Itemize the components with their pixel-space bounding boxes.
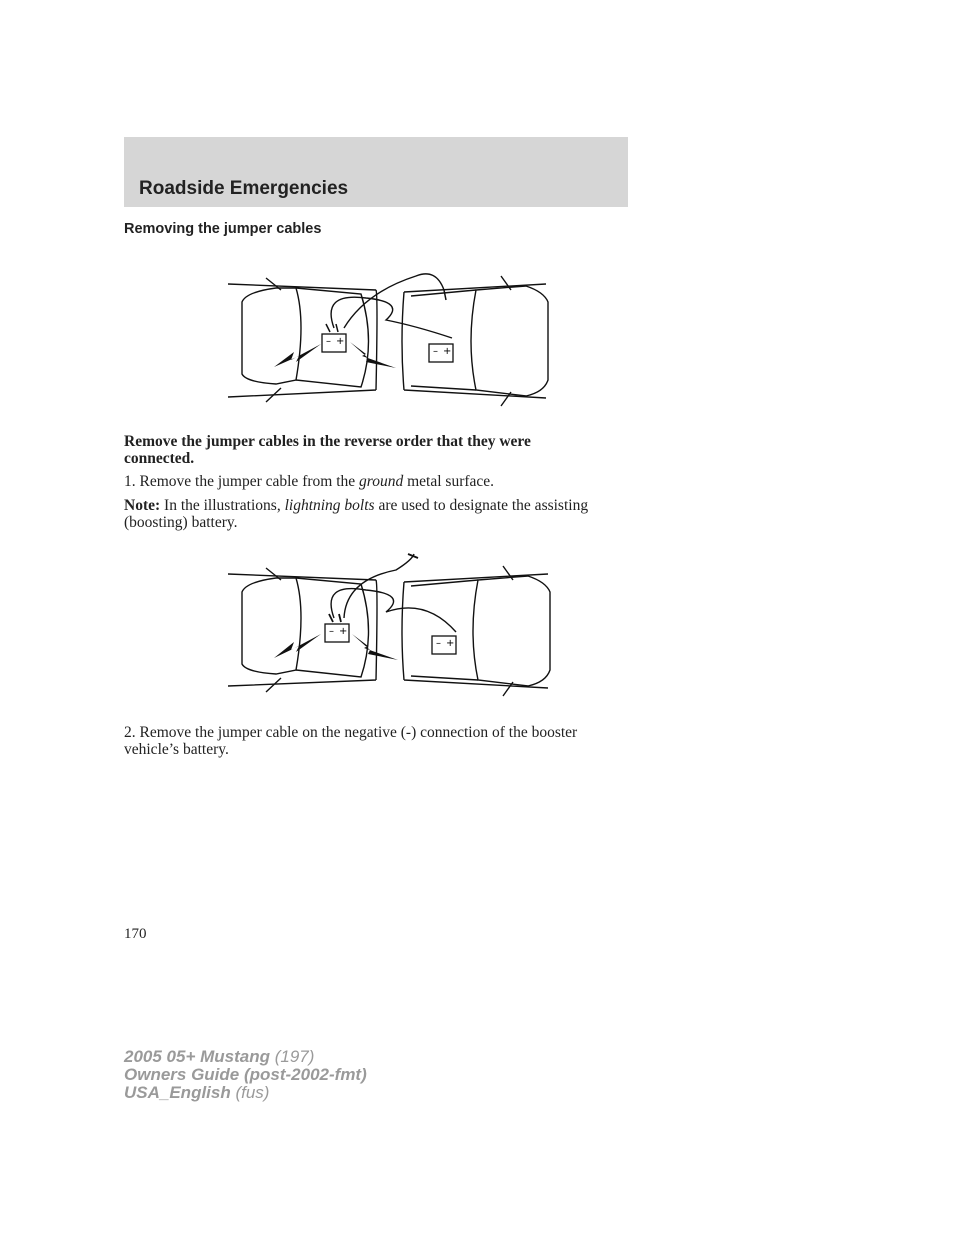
note-emphasis: lightning bolts [284,497,375,514]
subheading: Removing the jumper cables [124,221,322,237]
left-car-roof [242,288,301,384]
lightning-bolt-icon [274,634,321,658]
footer-line-2 [124,1066,367,1084]
warning-text: Remove the jumper cables in the reverse order that they were connected. [124,433,531,467]
footer-model-code: (197) [270,1047,315,1066]
lightning-bolt-icon [352,634,398,660]
battery-plus-label: + [446,638,455,649]
cable-clamp-icon [326,324,338,332]
cable-clamp-icon [329,614,341,622]
cable-clamp-icon [408,554,418,558]
battery-plus-label: + [336,336,345,347]
footer-guide: Owners Guide (post-2002-fmt) [124,1065,367,1084]
note-prefix: In the illustrations, [160,497,285,514]
jumper-cables-illustration-2 [226,550,554,708]
footer-line-3 [124,1084,367,1102]
document-footer [124,1048,367,1102]
cable-clamp-icon [444,290,446,300]
step-2-text: 2. Remove the jumper cable on the negative (-) connection of the booster vehicle’s battery. [124,724,578,758]
battery-minus-label: – [329,626,334,637]
right-car-roof [473,576,550,686]
jumper-cable-negative [331,297,452,338]
step-1-prefix: 1. Remove the jumper cable from the [124,473,360,490]
footer-line-1 [124,1048,367,1066]
footer-language-code: (fus) [230,1083,270,1102]
page-number: 170 [124,926,147,942]
battery-plus-label: + [339,626,348,637]
footer-language: USA_English [124,1083,231,1102]
right-car-roof [471,286,548,396]
footer-model: 2005 05+ Mustang [124,1047,270,1066]
lightning-bolt-icon [274,344,321,367]
right-car-body [402,574,548,688]
lightning-bolt-icon [350,342,396,368]
note-label: Note: [124,497,161,514]
battery-minus-label: – [326,336,331,347]
jumper-cables-illustration-1 [226,262,552,420]
battery-minus-label: – [433,346,438,357]
note-suffix: are used to designate the assisting (boosting) battery. [124,497,589,531]
jumper-cable-positive [344,274,444,328]
step-1-suffix: metal surface. [403,473,495,490]
note-text [124,498,604,531]
jumper-cable-negative [331,589,456,632]
step-1-emphasis: ground [359,473,404,490]
battery-plus-label: + [443,346,452,357]
step-1-text [124,474,604,491]
section-title: Roadside Emergencies [139,178,349,199]
left-car-roof [242,578,301,674]
battery-minus-label: – [436,638,441,649]
